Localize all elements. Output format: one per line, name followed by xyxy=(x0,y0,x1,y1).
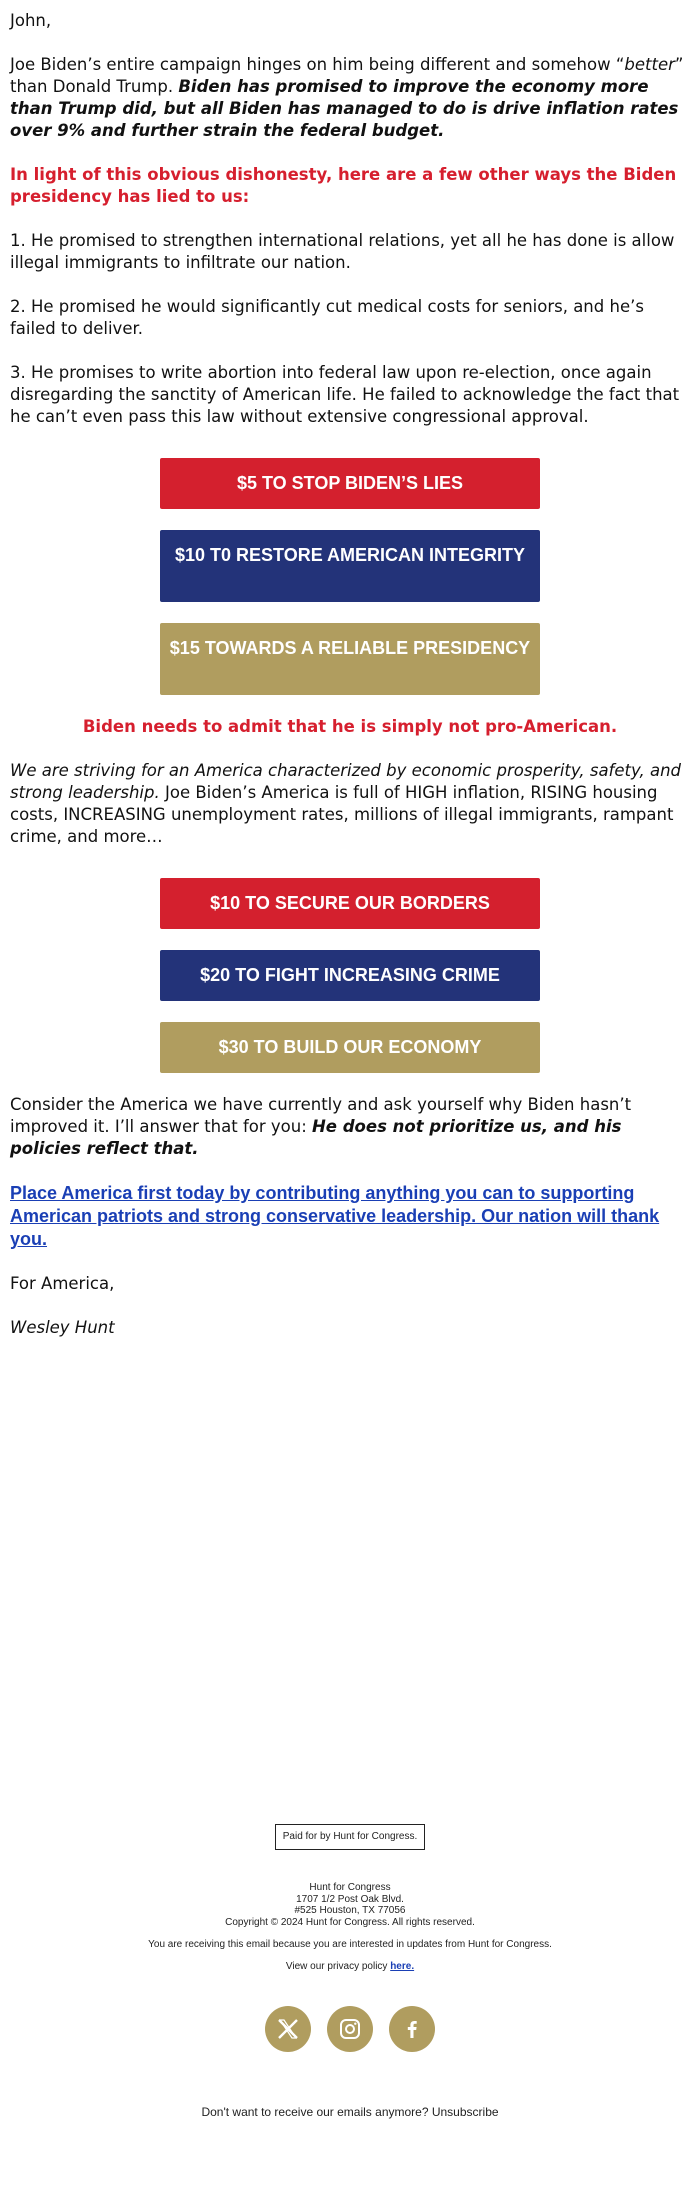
list-item: 2. He promised he would significantly cut medical costs for seniors, and he’s failed to deliver. xyxy=(10,297,644,338)
closing-paragraph: Consider the America we have currently and ask yourself why Biden hasn’t improved it. I’ll answer that for you: He does not prioritize us, and his policies reflect that. xyxy=(10,1095,632,1158)
donate-10-button[interactable]: $10 T0 RESTORE AMERICAN INTEGRITY xyxy=(160,530,540,602)
donate-borders-button[interactable]: $10 TO SECURE OUR BORDERS xyxy=(160,878,540,929)
social-links xyxy=(0,2006,700,2052)
signoff: For America, xyxy=(10,1274,115,1293)
list-item: 3. He promises to write abortion into federal law upon re-election, once again disregarding the sanctity of American life. He failed to acknowledge the fact that he can’t even pass this law without extensive congressional approval. xyxy=(10,363,680,426)
privacy-notice: View our privacy policy here. xyxy=(285,1961,415,1972)
donate-economy-button[interactable]: $30 TO BUILD OUR ECONOMY xyxy=(160,1022,540,1073)
list-item: 1. He promised to strengthen international relations, yet all he has done is allow illegal immigrants to infiltrate our nation. xyxy=(10,231,675,272)
copyright: Copyright © 2024 Hunt for Congress. All rights reserved. xyxy=(225,1917,475,1928)
privacy-link[interactable]: here. xyxy=(390,1961,415,1972)
donate-crime-button[interactable]: $20 TO FIGHT INCREASING CRIME xyxy=(160,950,540,1001)
donate-5-button[interactable]: $5 TO STOP BIDEN’S LIES xyxy=(160,458,540,509)
donate-buttons-group-2 xyxy=(10,878,690,1073)
signature: Wesley Hunt xyxy=(10,1318,115,1337)
unsubscribe-link[interactable]: Unsubscribe xyxy=(431,2105,499,2119)
instagram-icon[interactable] xyxy=(327,2006,373,2052)
greeting: John, xyxy=(10,11,52,30)
leadership-paragraph: We are striving for an America characterized by economic prosperity, safety, and strong leadership. Joe Biden’s America is full of HIGH inflation, RISING housing costs, INCREASING unemployment rates, millions of illegal immigrants, rampant crime, and more… xyxy=(10,761,682,846)
unsubscribe-notice: Don't want to receive our emails anymore? Unsubscribe xyxy=(201,2105,499,2119)
donate-15-button[interactable]: $15 TOWARDS A RELIABLE PRESIDENCY xyxy=(160,623,540,695)
donate-buttons-group-1 xyxy=(10,458,690,695)
center-red-text: Biden needs to admit that he is simply not pro-American. xyxy=(82,717,618,736)
mailing-address: Hunt for Congress 1707 1/2 Post Oak Blvd. #525 Houston, TX 77056 xyxy=(294,1882,406,1916)
x-icon[interactable] xyxy=(265,2006,311,2052)
paid-for-box: Paid for by Hunt for Congress. xyxy=(0,1824,700,1850)
contribute-link[interactable]: Place America first today by contributing anything you can to supporting American patriots and strong conservative leadership. Our nation will thank you. xyxy=(10,1183,660,1249)
intro-paragraph: Joe Biden’s entire campaign hinges on him being different and somehow “better” than Donald Trump. Biden has promised to improve the economy more than Trump did, but all Biden has managed to do is drive inflation rates over 9% and further strain the federal budget. xyxy=(10,55,684,140)
red-heading: In light of this obvious dishonesty, here are a few other ways the Biden presidency has lied to us: xyxy=(10,165,677,206)
facebook-icon[interactable] xyxy=(389,2006,435,2052)
receiving-notice: You are receiving this email because you are interested in updates from Hunt for Congress. xyxy=(148,1939,552,1950)
